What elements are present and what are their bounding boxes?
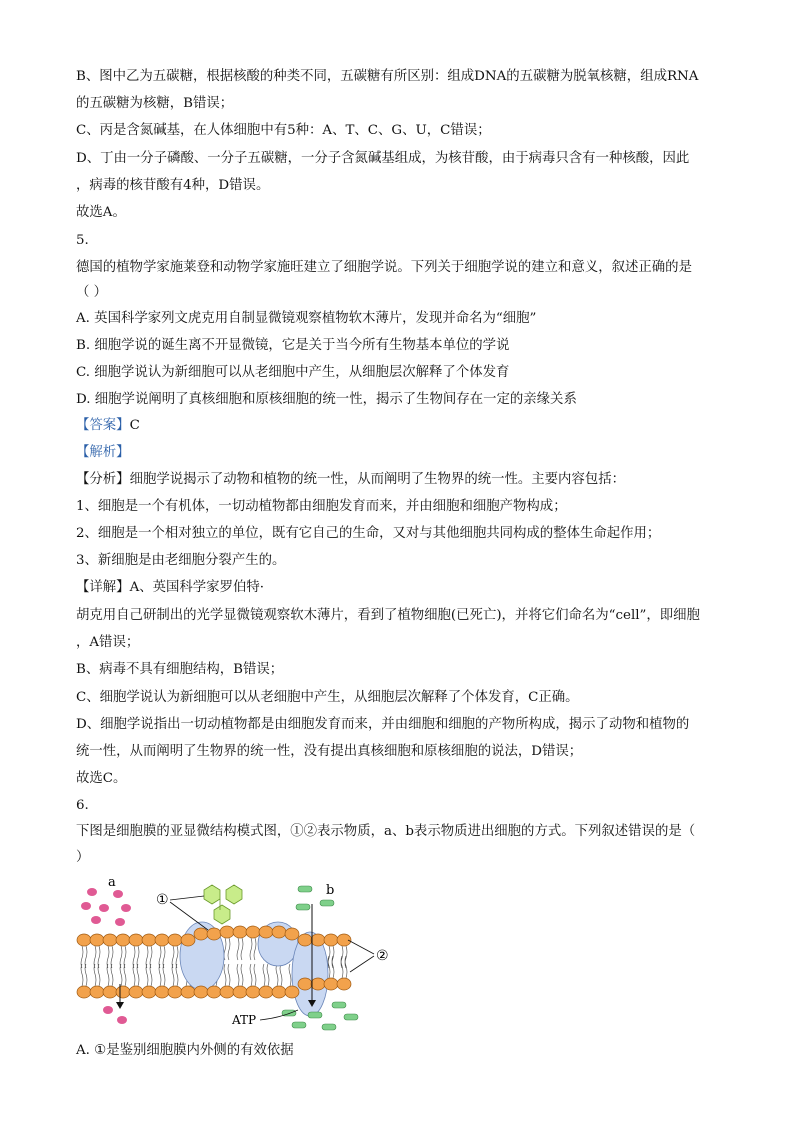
phospholipid-head [311,934,325,946]
text-line: 的五碳糖为核糖，B错误； [76,96,234,111]
lipid-tail [228,938,230,960]
leader-line [350,956,374,972]
lipid-tail [237,964,239,986]
phospholipid-head [129,934,143,946]
atp-label: ATP [232,1013,257,1027]
phospholipid-head [103,986,117,998]
phospholipid-head [220,986,234,998]
lipid-tail [224,964,226,986]
phospholipid-head [155,986,169,998]
phospholipid-head [155,934,169,946]
phospholipid-head [337,934,351,946]
leader-line [170,896,204,900]
phospholipid-head [103,934,117,946]
question-number: 6. [76,798,89,813]
lipid-tail [276,964,278,986]
phospholipid-head [168,934,182,946]
detail-line: ，A错误； [76,635,140,650]
lipid-tail [241,938,243,960]
option-c: C. 细胞学说认为新细胞可以从老细胞中产生，从细胞层次解释了个体发育 [76,365,510,380]
text-line: 故选A。 [76,205,126,220]
phospholipid-head [259,986,273,998]
phospholipid-head [220,926,234,938]
phospholipid-head [90,934,104,946]
xiangjie-text: A、英国科学家罗伯特· [129,580,265,595]
lipid-tail [228,964,230,986]
phospholipid-head [233,986,247,998]
phospholipid-head [168,986,182,998]
cell-membrane-diagram [70,874,410,1034]
phospholipid-head [324,978,338,990]
phospholipid-head [259,926,273,938]
detail-line: 故选C。 [76,771,127,786]
detail-line: B、病毒不具有细胞结构，B错误； [76,662,284,677]
phospholipid-head [272,986,286,998]
lipid-tail [267,964,269,986]
option-a: A. 英国科学家列文虎克用自制显微镜观察植物软木薄片，发现并命名为“细胞” [76,311,537,326]
text-line: ，病毒的核苷酸有4种，D错误。 [76,178,270,193]
label-a: a [108,875,116,890]
phospholipid-head [181,934,195,946]
answer-value: C [129,418,140,433]
phospholipid-head [181,986,195,998]
label-1: ① [156,892,169,908]
detail-line: 统一性，从而阐明了生物界的统一性，没有提出真核细胞和原核细胞的说法，D错误； [76,744,583,759]
answer-label: 【答案】 [76,418,130,433]
label-2: ② [376,948,389,964]
leader-line [348,940,374,954]
lipid-tail [250,964,252,986]
fenxi-line [76,471,625,489]
phospholipid-head [233,926,247,938]
option-a: A. ①是鉴别细胞膜内外侧的有效依据 [76,1043,294,1058]
phospholipid-head [207,928,221,940]
lipid-tail [289,964,291,986]
answer-line [76,417,140,435]
text-line: B、图中乙为五碳糖，根据核酸的种类不同，五碳糖有所区别：组成DNA的五碳糖为脱氧核糖，组成RNA [76,69,699,84]
lipid-tail [241,964,243,986]
detail-line: 胡克用自己研制出的光学显微镜观察软木薄片，看到了植物细胞(已死亡)，并将它们命名为“cell”，即细胞 [76,608,700,623]
option-d: D. 细胞学说阐明了真核细胞和原核细胞的统一性，揭示了生物间存在一定的亲缘关系 [76,392,577,407]
substance-a-molecules [81,888,131,1024]
text-line: D、丁由一分子磷酸、一分子五碳糖，一分子含氮碱基组成，为核苷酸，由于病毒只含有一种核酸，因此 [76,151,690,166]
phospholipid-head [77,934,91,946]
lipid-tail [263,964,265,986]
lipid-tail [254,938,256,960]
lipid-tail [237,938,239,960]
question-stem: 德国的植物学家施莱登和动物学家施旺建立了细胞学说。下列关于细胞学说的建立和意义，叙述正确的是 [76,260,692,275]
option-b: B. 细胞学说的诞生离不开显微镜，它是关于当今所有生物基本单位的学说 [76,338,510,353]
phospholipid-head [194,986,208,998]
phospholipid-head [116,986,130,998]
question-stem: 下图是细胞膜的亚显微结构模式图，①②表示物质，a、b表示物质进出细胞的方式。下列叙述错误的是（ [76,824,696,839]
phospholipid-head [337,978,351,990]
phospholipid-head [298,978,312,990]
phospholipid-head [129,986,143,998]
phospholipid-head [285,928,299,940]
analysis-label: 【解析】 [76,445,130,460]
phospholipid-head [272,926,286,938]
glycoprotein [204,885,242,924]
leader-line [170,902,208,930]
phospholipid-head [324,934,338,946]
fenxi-label: 【分析】 [76,472,130,487]
detail-line: D、细胞学说指出一切动植物都是由细胞发育而来，并由细胞和细胞的产物所构成，揭示了动物和植物的 [76,717,690,732]
phospholipid-head [246,986,260,998]
phospholipid-head [246,926,260,938]
phospholipid-head [116,934,130,946]
label-b: b [326,883,335,898]
xiangjie-label: 【详解】 [76,580,130,595]
point-item: 1、细胞是一个有机体，一切动植物都由细胞发育而来，并由细胞和细胞产物构成； [76,499,567,514]
text-line: C、丙是含氮碱基，在人体细胞中有5种：A、T、C、G、U，C错误； [76,123,491,138]
lipid-tail [254,964,256,986]
point-item: 3、新细胞是由老细胞分裂产生的。 [76,553,286,568]
phospholipid-head [142,986,156,998]
phospholipid-head [285,986,299,998]
phospholipid-head [90,986,104,998]
phospholipid-head [194,928,208,940]
question-number: 5. [76,233,89,248]
phospholipid-head [298,934,312,946]
lipid-tail [250,938,252,960]
phospholipid-head [77,986,91,998]
lipid-tail [280,964,282,986]
fenxi-text: 细胞学说揭示了动物和植物的统一性，从而阐明了生物界的统一性。主要内容包括： [129,472,626,487]
question-blank: （ ） [76,285,108,300]
arrow-head [116,1002,124,1009]
phospholipid-head [207,986,221,998]
point-item: 2、细胞是一个相对独立的单位，既有它自己的生命，又对与其他细胞共同构成的整体生命起作用； [76,526,661,541]
question-stem-end: ） [76,850,90,865]
xiangjie-line [76,579,264,597]
detail-line: C、细胞学说认为新细胞可以从老细胞中产生，从细胞层次解释了个体发育，C正确。 [76,690,579,705]
phospholipid-head [142,934,156,946]
phospholipid-head [311,978,325,990]
